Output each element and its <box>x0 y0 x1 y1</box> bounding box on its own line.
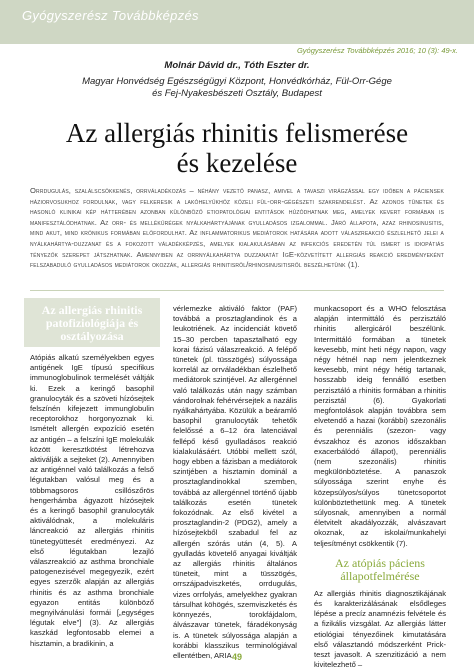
affiliation-line-1: Magyar Honvédség Egészségügyi Központ, Honvédkórház, Fül-Orr-Gége <box>82 76 392 87</box>
abstract: Orrdugulás, szalálscsökkenés, orrváladékozás – néhány vezető panasz, amivel a tavaszi virágzással egy időben a páciensek háziorvosukhoz fordulnak, vagy felkeresik a lakóhelyükhöz közeli fül-orr-gégészeti szakrendelést. Az azonos tünetek és hasonló klinikai kép hátterében azonban különböző etiopatológiai entitások húzódhatnak meg, amelyek kevert formában is manifesztálódhatnak. Az orr- és mellékürégek nyálkahártyájának gyulladásos izgalommal. Járó állapota, azaz rhinosinusitis, mind akut, mind krónikus formában előfordulhat. Az inflammatorikus mediátorok hatására adott válaszreakció észlelhető jelei a nyálkahártya-duzzanat és a fokozott váladékképzés, amelyek kialakulásában az infekciós eredetén túl ismert is idiopátiás tényezők szerepet játszhatnak. Amennyiben az orrnyálkahártya duzzanatát IgE-közvetített allergiás reakció eredményeként felszabaduló gyulladásos mediátorok okozzák, allergiás rhinitisről/rhinosinusitisről beszélhetünk (1). <box>30 186 444 270</box>
column-2-text: vérlemezke aktiváló faktor (PAF) továbbá a prosztaglandinok és a leukotriének. Az incidenciát követő 15–30 percben tapasztalható egy korai fázisú válaszreakció. A felépő tünetek (pl. tüsszögés) súlyossága korrelál az orrváladékban észlelhető mediátorok szintjével. Az allergénnel való találkozás után nagy számban vándorolnak fehérvérsejtek a nazális nyálkahártyába. Közülük a beáramló basophil granulocyták tehetők felelőssé a 6–12 óra latenciával fellépő késő gyulladásos reakció kialakulásáért. Utóbbi mellett szól, hogy ebben a fázisban a mediátorok szintjében a hisztamin dominál a prosztaglandinokkal szemben, továbbá az allergénnel történő újabb találkozás esetén tünetek fokozódnak. Az első kivétel a prosztaglandin-2 (PDG2), amely a hízósejtekből szabadul fel az allergén szórás után (4, 5). A gyulladás követelő anyagai kiváltják az allergiás rhinitis általános tüneteit, mint a tüsszögés, orrszájpadviszketés, orrdugulás, vizes orrfolyás, amelyekhez gyakran társulhat köhögés, szemviszketés és könnyezés, torokfájdalom, álvászavar tünetek, fáradékonyság is. A tünetek súlyossága alapján a korábbi klasszikus terminológiával ellentétben, ARIA <box>173 304 297 660</box>
page-number: 49 <box>231 652 242 662</box>
journal-name: Gyógyszerész Továbbképzés <box>22 8 199 23</box>
column-3 <box>314 304 446 671</box>
journal-header-band <box>0 0 474 44</box>
section-heading-pathophysiology: Az allergiás rhinitis patofiziológiája és osztályozása <box>41 303 143 343</box>
authors: Molnár Dávid dr., Tóth Eszter dr. <box>164 60 310 71</box>
column-2 <box>173 304 297 661</box>
section-heading-assessment: Az atópiás páciens állapotfelmérése <box>335 555 425 583</box>
section-heading-box <box>24 298 160 347</box>
column-1-text: Atópiás alkatú személyekben egyes antigének IgE típusú specifikus immunoglobulinok termelését váltják ki. Ezek a keringő basophil granulocyták és a szöveti hízósejtek felszínén kifejezett immunglobulin receptorokhoz horgonyoznak ki. Ismételt allergén expozíció esetén az antigén – a felszíni IgE molekulák között keresztkötést létrehozva aktiválják a sejteket (2). Amennyiben az antigénnel való találkozás a felső légutakban valósul meg és a többmagsoros csillószőrös hengerhámba ágyazott hízósejtek és a keringő basophil granulocyták aktiválódnak, a molekuláris láncreakció az allergiás rhinitis tünetegyüttesét eredményezi. Az első légutakban lezajló válaszreakció az asthma bronchiale patogenezisével megegyezik, ezért egyes szerzők alapján az allergiás rhinitis és az asthma bronchiale egyazon entitás különböző megnyilvánulási formái [„egységes légutak elve"] (3). Az allergiás kaszkád legfontosabb elemei a hisztamin, a bradikinin, a <box>30 353 154 648</box>
divider <box>30 290 444 291</box>
column-3-text-top: munkacsoport és a WHO felosztása alapján intermittáló és perzisztáló rhinitis allergicáról beszélünk. Intermittáló formában a tünetek kevesebb, mint heti négy napon, vagy négy hétnél nap nem jelentkeznek kevesebb, mint négy hétig tartanak, hosszabb ideig fennálló esetben perzisztáló a rhinitis formában a rhinitis perzisztál (6). Gyakorlati megfontolások alapján továbbra sem elvetendő a hazai (korábbi) szezonális és perenniális (szezon- vagy évszakhoz és azonos időszakban exacerbálódó állapot), perenniális (nem szezonális) rhinitis megkülönböztetése. A panaszok súlyossága szerint enyhe és közepsúlyos/súlyos tünetcsoportot különböztethetünk meg. A tünetek súlyosnak, amennyiben a normál életvitelt akadályozzák, alvászavart okoznak, az iskolai/munkahelyi teljesítményt csökkentik (7). <box>314 304 446 548</box>
affiliation-line-2: és Fej-Nyakesbészeti Osztály, Budapest <box>152 88 322 99</box>
citation: Gyógyszerész Továbbképzés 2016; 10 (3): 49-x. <box>296 46 458 55</box>
column-3-text-bottom: Az allergiás rhinitis diagnosztikájának és karakterizálásának elsődleges lépése a precíz anamnézis felvétele és a fizikális vizsgálat. Az allergiás látter etiológiai tényezőinek kimutatására első választandó módszerként Prick-teszt javasolt. A szenzitizáció a nem kivitelezhető – <box>314 588 446 670</box>
article-title-line-2: és kezelése <box>176 148 298 178</box>
article-title-line-1: Az allergiás rhinitis felismerése <box>65 118 409 148</box>
column-1 <box>30 304 154 649</box>
